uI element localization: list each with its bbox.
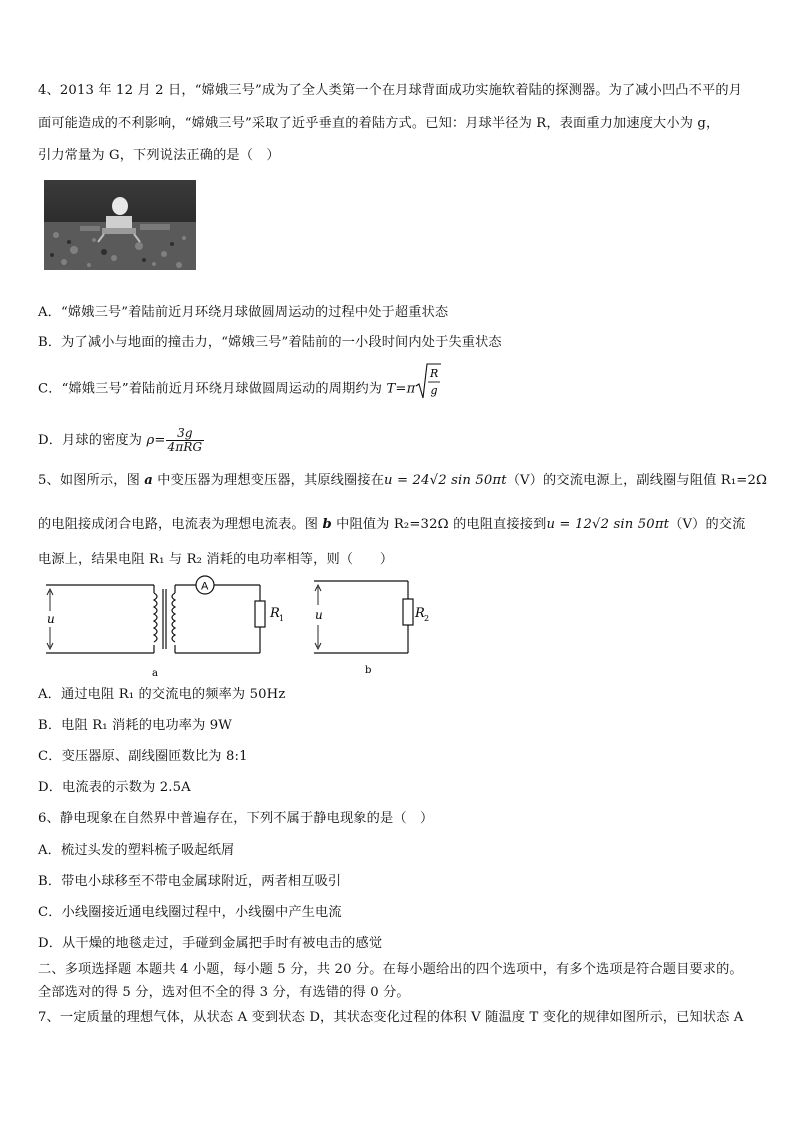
q4-option-c-sqrt-num: R [430, 367, 439, 380]
q5-stem-line-1 [38, 472, 768, 490]
q4-option-d-numerator: 3g [166, 427, 205, 441]
q5-option-a: A．通过电阻 R₁ 的交流电的频率为 50Hz [38, 687, 286, 702]
q4-stem-line-3: 引力常量为 G，下列说法正确的是（ ） [38, 148, 280, 163]
circuit-diagram [36, 575, 436, 680]
ammeter-label: A [201, 580, 209, 593]
section-2-header-line-2: 全部选对的得 5 分，选对但不全的得 3 分，有选错的得 0 分。 [38, 985, 410, 1000]
fig-a-u-label: u [47, 612, 55, 626]
circuit-b [314, 581, 413, 653]
q4-option-c [38, 367, 758, 406]
q5-line1-fig-a: a [144, 473, 153, 488]
fig-a-r1-label: R [270, 606, 280, 621]
q4-stem-line-2: 面可能造成的不利影响，“嫦娥三号”采取了近乎垂直的着陆方式。已知：月球半径为 R，表面重力加速度大小为 g， [38, 116, 720, 131]
q4-option-a: A．“嫦娥三号”着陆前近月环绕月球做圆周运动的过程中处于超重状态 [38, 305, 449, 320]
q4-option-d-text: D．月球的密度为 [38, 433, 147, 448]
q5-line1-pre: 5、如图所示，图 [38, 473, 145, 488]
q5-option-d: D．电流表的示数为 2.5A [38, 780, 191, 795]
moon-surface-image [44, 180, 196, 270]
q4-option-c-lhs: T=π [386, 381, 416, 397]
fig-b-r2-subscript: 2 [424, 614, 430, 623]
q6-option-c: C．小线圈接近通电线圈过程中，小线圈中产生电流 [38, 905, 342, 920]
q4-option-d-lhs: ρ= [146, 433, 166, 448]
q5-line1-post: （V）的交流电源上，副线圈与阻值 R₁=2Ω [506, 473, 768, 488]
circuit-a [46, 576, 265, 653]
q5-line2-formula: u = 12√2 sin 50πt [546, 517, 670, 532]
q5-line2-mid: 中阻值为 R₂=32Ω 的电阻直接接到 [331, 517, 547, 532]
fig-b-u-label: u [315, 608, 323, 622]
q4-option-d [38, 427, 758, 461]
q5-line1-formula: u = 24√2 sin 50πt [384, 473, 507, 488]
fig-a-caption: a [152, 668, 158, 679]
q4-option-c-sqrt-den: g [430, 384, 439, 397]
q5-option-c: C．变压器原、副线圈匝数比为 8:1 [38, 749, 248, 764]
section-2-header-line-1: 二、多项选择题 本题共 4 小题，每小题 5 分，共 20 分。在每小题给出的四个选项中，有多个选项是符合题目要求的。 [38, 962, 743, 977]
q6-option-b: B．带电小球移至不带电金属球附近，两者相互吸引 [38, 874, 342, 889]
q5-stem-line-2 [38, 516, 758, 534]
q6-option-d: D．从干燥的地毯走过，手碰到金属把手时有被电击的感觉 [38, 936, 383, 951]
q6-stem: 6、静电现象在自然界中普遍存在，下列不属于静电现象的是（ ） [38, 811, 434, 826]
q5-line1-mid: 中变压器为理想变压器，其原线圈接在 [152, 473, 385, 488]
q5-line2-pre: 的电阻接成闭合电路，电流表为理想电流表。图 [38, 517, 323, 532]
q7-stem-line-1: 7、一定质量的理想气体，从状态 A 变到状态 D，其状态变化过程的体积 V 随温度 T 变化的规律如图所示，已知状态 A [38, 1010, 744, 1025]
moon-landing-photo [44, 180, 196, 270]
fig-b-r2-label: R [415, 606, 425, 621]
q5-line2-post: （V）的交流 [669, 517, 746, 532]
q4-option-d-fraction [166, 427, 205, 454]
q4-option-d-denominator: 4πRG [167, 440, 203, 454]
q5-option-b: B．电阻 R₁ 消耗的电功率为 9W [38, 718, 233, 733]
fig-a-r1-subscript: 1 [279, 614, 285, 623]
fig-b-caption: b [365, 665, 372, 676]
q4-option-b: B．为了减小与地面的撞击力，“嫦娥三号”着陆前的一小段时间内处于失重状态 [38, 335, 502, 350]
q4-option-c-text: C．“嫦娥三号”着陆前近月环绕月球做圆周运动的周期约为 [38, 381, 387, 397]
q5-stem-line-3: 电源上，结果电阻 R₁ 与 R₂ 消耗的电功率相等，则（ ） [38, 552, 394, 567]
sqrt-sign-icon [415, 362, 441, 402]
q4-stem-line-1: 4、2013 年 12 月 2 日，“嫦娥三号”成为了全人类第一个在月球背面成功实施软着陆的探测器。为了减小凹凸不平的月 [38, 83, 742, 98]
q5-line2-fig-b: b [322, 517, 332, 532]
q6-option-a: A．梳过头发的塑料梳子吸起纸屑 [38, 843, 235, 858]
